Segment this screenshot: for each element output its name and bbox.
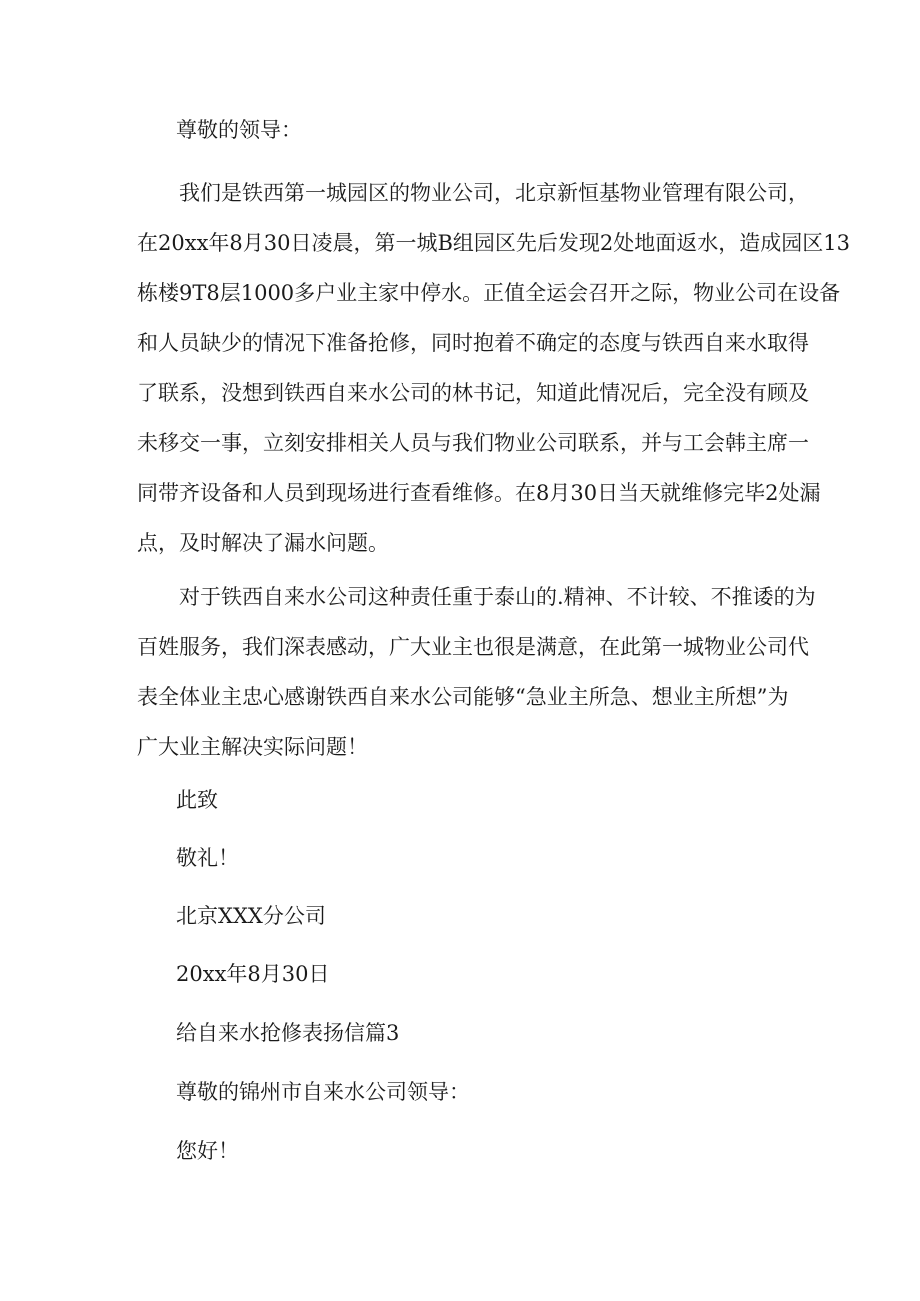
paragraph1-line: 点，及时解决了漏水问题。 <box>137 531 389 555</box>
paragraph2-line: 广大业主解决实际问题！ <box>137 735 368 759</box>
date: 20xx年8月30日 <box>176 962 330 986</box>
paragraph2-line: 表全体业主忠心感谢铁西自来水公司能够“急业主所急、想业主所想”为 <box>137 685 789 709</box>
paragraph1-line: 在20xx年8月30日凌晨，第一城B组园区先后发现2处地面返水，造成园区13 <box>137 231 851 255</box>
closing-cizhi: 此致 <box>176 788 218 812</box>
paragraph1-line: 和人员缺少的情况下准备抢修，同时抱着不确定的态度与铁西自来水取得 <box>137 331 809 355</box>
paragraph1-line: 我们是铁西第一城园区的物业公司，北京新恒基物业管理有限公司， <box>179 181 809 205</box>
closing-jingli: 敬礼！ <box>176 846 239 870</box>
signature: 北京XXX分公司 <box>176 904 326 928</box>
next-letter-salutation: 您好！ <box>176 1139 239 1163</box>
paragraph2-line: 百姓服务，我们深表感动，广大业主也很是满意，在此第一城物业公司代 <box>137 635 809 659</box>
paragraph1-line: 栋楼9T8层1000多户业主家中停水。正值全运会召开之际，物业公司在设备 <box>137 281 841 305</box>
paragraph1-line: 同带齐设备和人员到现场进行查看维修。在8月30日当天就维修完毕2处漏 <box>137 481 821 505</box>
paragraph1-line: 未移交一事，立刻安排相关人员与我们物业公司联系，并与工会韩主席一 <box>137 431 809 455</box>
greeting: 尊敬的领导： <box>176 118 302 142</box>
next-letter-greeting: 尊敬的锦州市自来水公司领导： <box>176 1080 470 1104</box>
paragraph1-line: 了联系，没想到铁西自来水公司的林书记，知道此情况后，完全没有顾及 <box>137 381 809 405</box>
paragraph2-line: 对于铁西自来水公司这种责任重于泰山的.精神、不计较、不推诿的为 <box>179 585 816 609</box>
next-letter-title: 给自来水抢修表扬信篇3 <box>176 1021 400 1045</box>
